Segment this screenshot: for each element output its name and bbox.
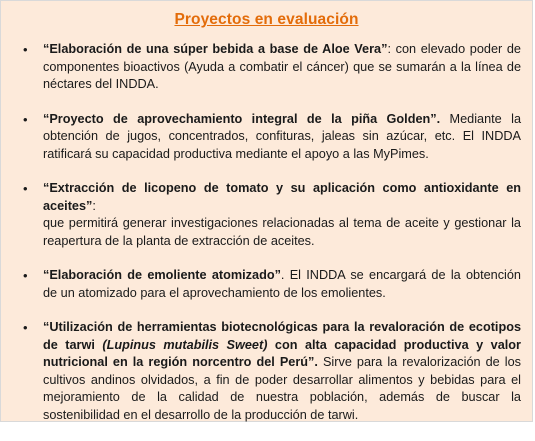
item-text bbox=[43, 41, 521, 94]
item-description: : con elevado poder de componentes bioactivos (Ayuda a combatir el cáncer) que se sumarán a la línea de néctares del INDDA. bbox=[43, 42, 521, 91]
bullet-icon: • bbox=[23, 42, 28, 57]
item-heading: “Elaboración de una súper bebida a base de Aloe Vera” bbox=[43, 42, 388, 56]
item-heading: “Utilización de herramientas biotecnológicas para la revaloración de ecotipos de tarwi bbox=[43, 320, 521, 352]
bullet-icon: • bbox=[23, 268, 28, 283]
list-item bbox=[23, 267, 521, 302]
item-description: Sirve para la revalorización de los cultivos andinos olvidados, a fin de poder desarrollar alimentos y bebidas para el mejoramiento de la calidad de nuestra población, además de buscar la sostenibilidad en el desarrollo de la producción de tarwi. bbox=[43, 355, 521, 422]
item-heading: “Proyecto de aprovechamiento integral de la piña Golden”. bbox=[43, 111, 441, 126]
item-description: . El INDDA se encargará de la obtención de un atomizado para el aprovechamiento de los emolientes. bbox=[43, 268, 521, 300]
item-description: que permitirá generar investigaciones relacionadas al tema de aceite y gestionar la reapertura de la planta de extracción de aceites. bbox=[43, 216, 521, 248]
item-text bbox=[43, 180, 521, 250]
item-heading-cont: con alta capacidad productiva y valor nutricional en la región norcentro del Perú”. bbox=[43, 337, 521, 369]
item-heading: “Extracción de licopeno de tomato y su aplicación como antioxidante en aceites” bbox=[43, 181, 521, 213]
item-colon: : bbox=[92, 198, 96, 213]
list-item bbox=[23, 111, 521, 164]
bullet-icon: • bbox=[23, 111, 28, 127]
list-item bbox=[23, 180, 521, 250]
scientific-name: (Lupinus mutabilis Sweet) bbox=[102, 337, 268, 352]
list-item bbox=[23, 319, 521, 424]
item-text bbox=[43, 319, 521, 424]
item-description: Mediante la obtención de jugos, concentrados, confituras, jaleas sin azúcar, etc. El INDDA ratificará su capacidad productiva mediante el apoyo a las MyPimes. bbox=[43, 111, 521, 161]
projects-list bbox=[23, 41, 521, 441]
list-item bbox=[23, 41, 521, 94]
item-text bbox=[43, 267, 521, 302]
page-title: Proyectos en evaluación bbox=[174, 11, 359, 28]
item-heading: “Elaboración de emoliente atomizado” bbox=[43, 268, 281, 282]
bullet-icon: • bbox=[23, 181, 28, 196]
bullet-icon: • bbox=[23, 320, 28, 335]
item-text bbox=[43, 111, 521, 164]
